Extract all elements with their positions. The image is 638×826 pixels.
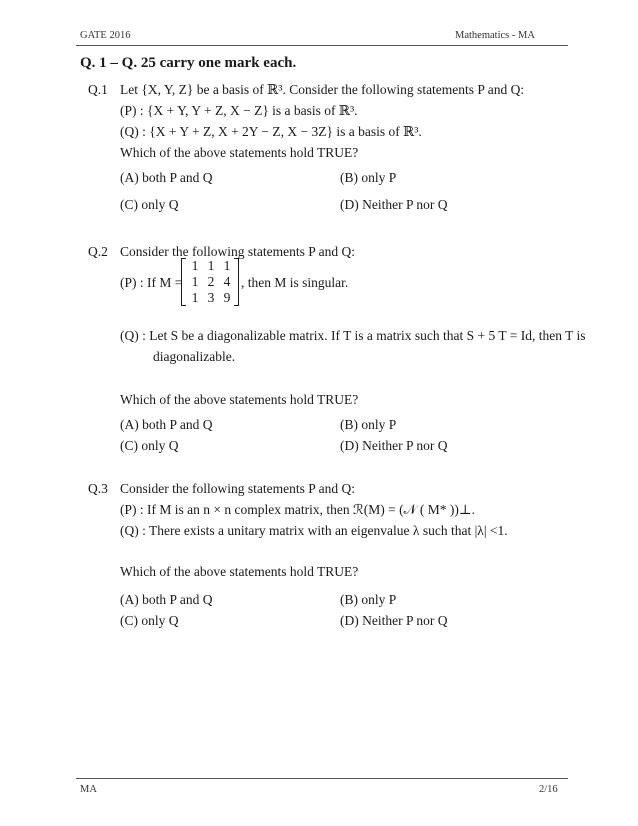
page-number: 2/16 (539, 784, 558, 795)
q3-option-b[interactable]: (B) only P (340, 592, 397, 607)
q2-statement-p-start: (P) : If M = (120, 275, 183, 290)
q2-option-b[interactable]: (B) only P (340, 417, 397, 432)
matrix-cell: 9 (223, 290, 231, 305)
q3-option-c[interactable]: (C) only Q (120, 613, 179, 628)
q1-option-a[interactable]: (A) both P and Q (120, 170, 213, 185)
q3-prompt: Which of the above statements hold TRUE? (120, 564, 359, 579)
q3-statement-p: (P) : If M is an n × n complex matrix, then ℛ(M) = (𝒩 ( M* ))⊥. (120, 502, 475, 517)
q2-matrix (181, 258, 239, 306)
matrix-left-bracket (181, 258, 186, 306)
q2-stem: Consider the following statements P and Q: (120, 244, 355, 259)
q3-option-d[interactable]: (D) Neither P nor Q (340, 613, 448, 628)
footer-code: MA (80, 784, 97, 795)
matrix-cell: 1 (207, 258, 215, 273)
footer-rule (76, 778, 568, 779)
matrix-cell: 1 (191, 258, 199, 273)
matrix-cell: 3 (207, 290, 215, 305)
q2-prompt: Which of the above statements hold TRUE? (120, 392, 359, 407)
matrix-cell: 4 (223, 274, 231, 289)
header-exam-name: GATE 2016 (80, 30, 131, 41)
header-rule (76, 45, 568, 46)
question-number-1: Q.1 (88, 82, 108, 97)
q1-option-b[interactable]: (B) only P (340, 170, 397, 185)
matrix-cell: 1 (223, 258, 231, 273)
q1-statement-p: (P) : {X + Y, Y + Z, X − Z} is a basis of ℝ³. (120, 103, 358, 118)
q2-option-c[interactable]: (C) only Q (120, 438, 179, 453)
matrix-cell: 2 (207, 274, 215, 289)
q1-option-d[interactable]: (D) Neither P nor Q (340, 197, 448, 212)
q3-option-a[interactable]: (A) both P and Q (120, 592, 213, 607)
q1-statement-q: (Q) : {X + Y + Z, X + 2Y − Z, X − 3Z} is a basis of ℝ³. (120, 124, 422, 139)
q1-stem: Let {X, Y, Z} be a basis of ℝ³. Consider the following statements P and Q: (120, 82, 525, 97)
q1-prompt: Which of the above statements hold TRUE? (120, 145, 359, 160)
question-number-2: Q.2 (88, 244, 108, 259)
matrix-right-bracket (234, 258, 239, 306)
q2-statement-q-cont: diagonalizable. (153, 349, 236, 364)
q2-statement-q: (Q) : Let S be a diagonalizable matrix. If T is a matrix such that S + 5 T = Id, then T is (120, 328, 586, 343)
matrix-cell: 1 (191, 274, 199, 289)
section-title: Q. 1 – Q. 25 carry one mark each. (80, 55, 297, 71)
q3-stem: Consider the following statements P and Q: (120, 481, 355, 496)
q1-option-c[interactable]: (C) only Q (120, 197, 179, 212)
q2-option-a[interactable]: (A) both P and Q (120, 417, 213, 432)
header-paper-name: Mathematics - MA (455, 30, 535, 41)
q3-statement-q: (Q) : There exists a unitary matrix with an eigenvalue λ such that |λ| <1. (120, 523, 508, 538)
question-number-3: Q.3 (88, 481, 108, 496)
q2-option-d[interactable]: (D) Neither P nor Q (340, 438, 448, 453)
q2-statement-p-end: , then M is singular. (241, 275, 349, 290)
matrix-cell: 1 (191, 290, 199, 305)
